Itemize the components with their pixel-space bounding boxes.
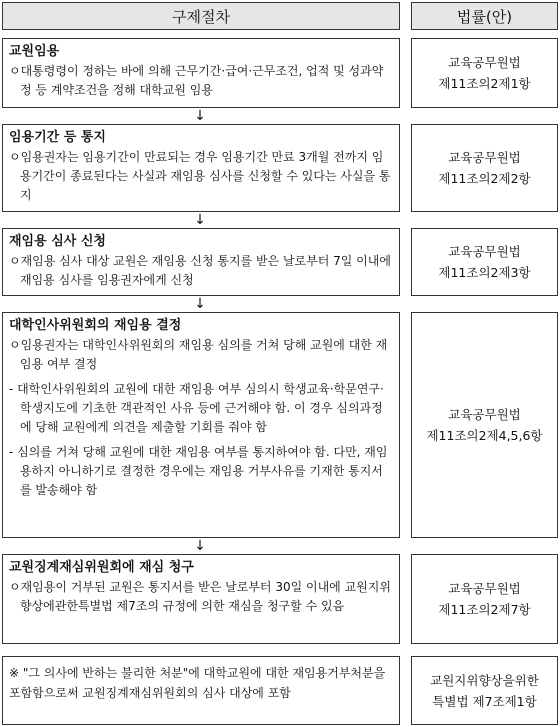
law-column-header: 법률(안) [411,2,558,30]
step-title: 대학인사위원회의 재임용 결정 [9,318,182,333]
step-box-notice [2,124,400,212]
step-title: 교원징계재심위원회에 재심 청구 [9,560,194,575]
step-sub-item: - 대학인사위원회의 교원에 대한 재임용 여부 심의시 학생교육·학문연구·학생지도에 기초한 객관적인 사유 등에 근거해야 함. 이 경우 심의과정에 당해 교원에게 의견을 제출할 기회를 줘야 함 [9,382,384,434]
law-name: 교육공무원법 [448,150,521,165]
law-article: 제11조의2제1항 [438,76,531,91]
step-title: 재임용 심사 신청 [9,234,106,249]
arrow-down-icon: ↓ [194,296,206,312]
step-box-application [2,228,400,296]
law-name: 교육공무원법 [448,407,521,422]
arrow-down-icon: ↓ [194,108,206,124]
law-article: 제11조의2제7항 [438,602,531,617]
arrow-down-icon: ↓ [194,538,206,554]
law-name: 교육공무원법 [448,55,521,70]
law-box [411,228,558,296]
procedure-column-header: 구제절차 [2,2,400,30]
step-bullet: ㅇ임용권자는 대학인사위원회의 재임용 심의를 거쳐 당해 교원에 대한 재임용 여부 결정 [9,338,388,371]
law-box [411,312,558,538]
step-sub-item: - 심의를 거쳐 당해 교원에 대한 재임용 여부를 통지하여야 함. 다만, 재임용하지 아니하기로 결정한 경우에는 재임용 거부사유를 기재한 통지서를 발송해야 함 [9,445,388,497]
step-bullet: ㅇ대통령령이 정하는 바에 의해 근무기간·급여·근무조건, 업적 및 성과약정 등 계약조건을 정해 대학교원 임용 [9,64,384,97]
law-name: 교육공무원법 [448,581,521,596]
step-box-appointment [2,38,400,108]
law-box [411,554,558,644]
note-law-box [411,656,558,725]
arrow-down-icon: ↓ [194,212,206,228]
law-article: 특별법 제7조제1항 [432,693,537,709]
note-box [2,656,400,725]
law-article: 제11조의2제3항 [438,265,531,280]
step-bullet: ㅇ임용권자는 임용기간이 만료되는 경우 임용기간 만료 3개월 전까지 임용기간이 종료된다는 사실과 재임용 심사를 신청할 수 있다는 사실을 통지 [9,150,391,202]
step-title: 임용기간 등 통지 [9,130,106,145]
step-title: 교원임용 [9,44,60,59]
law-article: 제11조의2제4,5,6항 [426,428,543,443]
law-box [411,124,558,212]
law-name: 교원지위향상을위한 [430,672,539,688]
step-bullet: ㅇ재임용 심사 대상 교원은 재임용 신청 통지를 받은 날로부터 7일 이내에 재임용 심사를 임용권자에게 신청 [9,254,391,287]
step-bullet: ㅇ재임용이 거부된 교원은 통지서를 받은 날로부터 30일 이내에 교원지위향상에관한특별법 제7조의 규정에 의한 재심을 청구할 수 있음 [9,580,391,613]
law-box [411,38,558,108]
step-box-decision [2,312,400,538]
law-name: 교육공무원법 [448,244,521,259]
step-box-review-request [2,554,400,644]
law-article: 제11조의2제2항 [438,171,531,186]
note-text: ※ "그 의사에 반하는 불리한 처분"에 대학교원에 대한 재임용거부처분을 포함함으로써 교원징계재심위원회의 심사 대상에 포함 [9,666,386,700]
